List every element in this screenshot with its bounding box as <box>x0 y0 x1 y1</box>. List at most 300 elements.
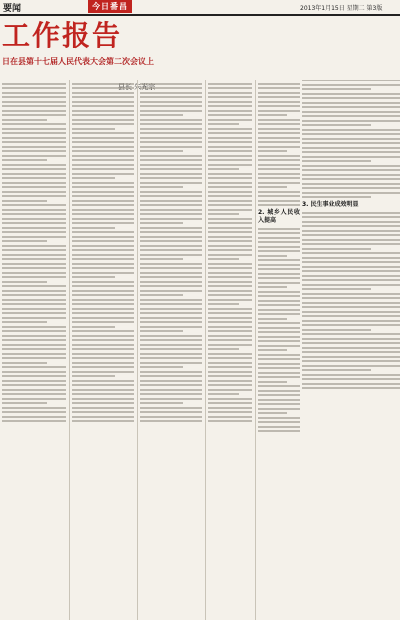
text-line <box>258 313 300 315</box>
text-line <box>140 416 202 418</box>
text-line <box>72 371 134 373</box>
text-line <box>140 384 202 386</box>
text-line <box>140 200 202 202</box>
text-line <box>2 114 66 116</box>
text-line <box>208 119 252 121</box>
text-line <box>140 164 202 166</box>
text-line <box>2 186 66 188</box>
text-line <box>2 402 47 404</box>
text-line <box>140 245 202 247</box>
text-line <box>208 168 239 170</box>
text-line <box>258 372 300 374</box>
text-line <box>2 254 66 256</box>
text-line <box>2 375 66 377</box>
text-line <box>140 267 202 269</box>
text-line <box>140 191 202 193</box>
text-line <box>258 282 300 284</box>
text-line <box>140 353 202 355</box>
text-line <box>208 123 239 125</box>
text-line <box>302 293 400 295</box>
text-line <box>208 411 252 413</box>
text-line <box>258 304 300 306</box>
text-line <box>302 133 400 135</box>
text-line <box>258 390 300 392</box>
text-line <box>258 322 300 324</box>
text-line <box>2 380 66 382</box>
text-line <box>258 327 300 329</box>
text-line <box>208 420 252 422</box>
text-line <box>258 273 300 275</box>
text-line <box>208 177 252 179</box>
text-line <box>302 239 400 241</box>
text-line <box>140 150 183 152</box>
text-line <box>72 110 134 112</box>
text-line <box>258 358 300 360</box>
issue-date: 2013年1月15日 星期二 第3版 <box>300 5 383 12</box>
text-line <box>302 192 400 194</box>
text-line <box>208 312 252 314</box>
text-line <box>72 348 134 350</box>
text-line <box>302 102 400 104</box>
text-line <box>302 156 400 158</box>
text-column-6 <box>302 80 400 620</box>
text-line <box>258 255 287 257</box>
text-line <box>258 186 287 188</box>
text-line <box>72 173 134 175</box>
text-line <box>302 315 400 317</box>
text-line <box>258 114 287 116</box>
text-line <box>208 263 252 265</box>
text-line <box>140 308 202 310</box>
text-line <box>72 339 134 341</box>
text-line <box>208 105 252 107</box>
text-line <box>2 191 66 193</box>
text-line <box>2 182 66 184</box>
text-line <box>302 111 400 113</box>
text-line <box>140 312 202 314</box>
text-line <box>208 339 252 341</box>
text-line <box>140 240 202 242</box>
text-line <box>140 407 202 409</box>
text-line <box>2 353 66 355</box>
text-line <box>258 204 300 206</box>
text-line <box>302 80 400 81</box>
text-line <box>140 218 202 220</box>
text-line <box>208 299 252 301</box>
text-line <box>140 303 202 305</box>
text-line <box>258 246 300 248</box>
text-line <box>2 128 66 130</box>
text-line <box>258 92 300 94</box>
text-line <box>140 155 202 157</box>
text-line <box>258 259 300 261</box>
text-line <box>302 351 400 353</box>
text-line <box>258 291 300 293</box>
text-line <box>72 164 134 166</box>
text-line <box>258 421 300 423</box>
text-line <box>258 426 300 428</box>
text-line <box>140 227 202 229</box>
text-line <box>258 250 300 252</box>
text-line <box>140 317 202 319</box>
text-line <box>302 142 400 144</box>
text-line <box>208 218 252 220</box>
text-line <box>72 290 134 292</box>
text-line <box>72 249 134 251</box>
text-line <box>140 335 202 337</box>
text-line <box>140 281 202 283</box>
text-line <box>2 177 66 179</box>
text-line <box>302 378 400 380</box>
text-line <box>72 366 134 368</box>
text-line <box>258 399 300 401</box>
text-line <box>2 312 66 314</box>
text-line <box>2 335 66 337</box>
text-line <box>140 222 183 224</box>
column-divider <box>137 80 138 620</box>
text-line <box>2 213 66 215</box>
text-line <box>258 141 300 143</box>
text-line <box>258 381 287 383</box>
text-line <box>72 267 134 269</box>
text-line <box>208 303 239 305</box>
text-line <box>208 398 252 400</box>
text-line <box>208 267 252 269</box>
text-line <box>140 186 183 188</box>
text-line <box>302 297 400 299</box>
text-line <box>72 141 134 143</box>
section-label: 要闻 <box>3 4 22 14</box>
text-line <box>302 151 400 153</box>
text-line <box>258 150 287 152</box>
text-line <box>140 380 202 382</box>
text-line <box>208 150 252 152</box>
text-line <box>140 285 202 287</box>
text-line <box>72 227 115 229</box>
section-heading: 2. 城乡人民收入提高 <box>258 209 300 224</box>
text-line <box>208 137 252 139</box>
text-line <box>302 106 400 108</box>
text-line <box>140 236 202 238</box>
text-line <box>2 303 66 305</box>
text-line <box>258 228 300 230</box>
text-line <box>258 376 300 378</box>
text-line <box>208 191 252 193</box>
text-line <box>2 290 66 292</box>
text-line <box>2 308 66 310</box>
text-line <box>140 366 183 368</box>
text-line <box>258 309 300 311</box>
text-line <box>2 137 66 139</box>
text-line <box>72 123 134 125</box>
text-line <box>302 270 400 272</box>
text-line <box>2 159 47 161</box>
text-line <box>2 83 66 85</box>
text-line <box>140 137 202 139</box>
text-line <box>208 245 252 247</box>
text-line <box>140 348 202 350</box>
text-line <box>302 365 400 367</box>
text-line <box>258 164 300 166</box>
text-line <box>2 173 66 175</box>
text-line <box>2 393 66 395</box>
text-line <box>72 119 134 121</box>
text-line <box>72 87 134 89</box>
text-line <box>208 222 252 224</box>
text-line <box>258 110 300 112</box>
text-line <box>208 83 252 85</box>
text-line <box>258 168 300 170</box>
text-line <box>302 324 400 326</box>
headline-subtitle: 日在县第十七届人民代表大会第二次会议上 <box>2 57 154 66</box>
text-line <box>258 241 300 243</box>
text-line <box>208 393 239 395</box>
text-line <box>302 147 400 149</box>
text-line <box>302 88 371 90</box>
text-line <box>140 411 202 413</box>
text-line <box>208 186 252 188</box>
text-line <box>302 342 400 344</box>
text-line <box>208 326 252 328</box>
text-line <box>2 384 66 386</box>
text-line <box>2 285 66 287</box>
text-line <box>140 159 202 161</box>
text-line <box>302 261 400 263</box>
text-line <box>302 221 400 223</box>
text-line <box>72 195 134 197</box>
text-line <box>72 353 134 355</box>
text-line <box>302 187 400 189</box>
text-line <box>258 128 300 130</box>
text-line <box>72 101 134 103</box>
text-line <box>208 308 252 310</box>
text-column-3 <box>140 80 202 620</box>
text-line <box>302 84 400 86</box>
text-line <box>140 294 183 296</box>
text-line <box>140 209 202 211</box>
text-line <box>302 234 400 236</box>
text-line <box>302 178 400 180</box>
text-line <box>140 195 202 197</box>
text-line <box>72 285 134 287</box>
text-line <box>258 173 300 175</box>
text-line <box>302 311 400 313</box>
text-line <box>302 115 400 117</box>
text-line <box>208 249 252 251</box>
text-line <box>72 128 115 130</box>
text-line <box>2 141 66 143</box>
text-line <box>302 165 400 167</box>
text-line <box>208 110 252 112</box>
text-line <box>140 231 202 233</box>
text-line <box>208 272 252 274</box>
text-line <box>140 339 202 341</box>
text-line <box>72 245 134 247</box>
text-line <box>258 408 300 410</box>
text-line <box>72 303 134 305</box>
text-line <box>140 119 202 121</box>
text-line <box>2 389 66 391</box>
text-line <box>2 357 66 359</box>
text-line <box>302 124 371 126</box>
text-line <box>140 177 202 179</box>
text-line <box>140 420 202 422</box>
text-line <box>302 183 400 185</box>
text-line <box>72 96 134 98</box>
text-line <box>208 101 252 103</box>
text-line <box>302 338 400 340</box>
text-line <box>208 321 252 323</box>
text-line <box>208 132 252 134</box>
text-line <box>208 353 252 355</box>
text-line <box>258 132 300 134</box>
text-line <box>72 155 134 157</box>
text-line <box>258 331 300 333</box>
section-heading: 3. 民生事业成效明显 <box>302 201 359 208</box>
text-line <box>72 146 134 148</box>
text-line <box>302 138 400 140</box>
text-line <box>208 371 252 373</box>
text-line <box>140 173 202 175</box>
text-line <box>302 257 400 259</box>
text-line <box>140 213 202 215</box>
text-column-1 <box>2 80 66 620</box>
text-line <box>208 330 252 332</box>
text-line <box>302 169 400 171</box>
text-line <box>2 227 66 229</box>
text-line <box>72 411 134 413</box>
text-line <box>140 123 202 125</box>
text-line <box>208 87 252 89</box>
text-line <box>140 375 202 377</box>
text-line <box>140 326 202 328</box>
text-line <box>302 374 400 376</box>
text-line <box>208 389 252 391</box>
text-line <box>302 160 371 162</box>
text-line <box>302 97 400 99</box>
text-line <box>258 336 300 338</box>
text-line <box>140 290 202 292</box>
text-line <box>72 326 115 328</box>
text-line <box>208 348 239 350</box>
text-line <box>140 344 202 346</box>
text-line <box>72 420 134 422</box>
text-line <box>72 222 134 224</box>
text-line <box>2 416 66 418</box>
text-line <box>140 321 202 323</box>
text-line <box>72 375 115 377</box>
text-line <box>302 279 400 281</box>
text-line <box>2 209 66 211</box>
text-line <box>140 299 202 301</box>
text-line <box>72 389 134 391</box>
text-line <box>2 249 66 251</box>
text-line <box>72 137 134 139</box>
text-line <box>2 263 66 265</box>
text-line <box>2 276 66 278</box>
text-line <box>140 105 202 107</box>
text-line <box>140 132 202 134</box>
text-line <box>208 92 252 94</box>
text-line <box>2 411 66 413</box>
text-line <box>140 128 202 130</box>
text-line <box>208 227 252 229</box>
text-line <box>2 420 66 422</box>
text-line <box>208 281 252 283</box>
text-line <box>302 266 400 268</box>
text-line <box>302 302 400 304</box>
text-line <box>140 83 202 85</box>
text-line <box>302 93 400 95</box>
text-line <box>302 356 400 358</box>
text-line <box>258 119 300 121</box>
text-line <box>140 330 183 332</box>
text-line <box>2 371 66 373</box>
text-line <box>2 87 66 89</box>
column-divider <box>205 80 206 620</box>
text-line <box>208 195 252 197</box>
text-line <box>208 209 252 211</box>
text-line <box>258 268 300 270</box>
text-line <box>72 258 134 260</box>
text-line <box>208 96 252 98</box>
text-line <box>302 248 371 250</box>
text-line <box>72 218 134 220</box>
headline-block <box>0 18 400 74</box>
text-line <box>2 398 66 400</box>
text-line <box>140 92 202 94</box>
text-line <box>302 225 400 227</box>
text-line <box>208 114 252 116</box>
text-column-2 <box>72 80 134 620</box>
text-line <box>72 276 115 278</box>
text-line <box>208 159 252 161</box>
text-line <box>72 204 134 206</box>
text-line <box>72 335 134 337</box>
text-line <box>208 236 252 238</box>
text-line <box>2 200 47 202</box>
text-line <box>140 141 202 143</box>
text-line <box>302 333 400 335</box>
text-line <box>302 212 400 214</box>
text-line <box>140 204 202 206</box>
text-line <box>258 295 300 297</box>
text-line <box>72 407 134 409</box>
text-line <box>302 230 400 232</box>
text-line <box>258 277 300 279</box>
text-line <box>72 380 134 382</box>
text-line <box>258 403 300 405</box>
text-line <box>208 182 252 184</box>
text-line <box>140 114 183 116</box>
text-line <box>72 312 134 314</box>
text-line <box>258 318 287 320</box>
text-line <box>208 416 252 418</box>
text-line <box>258 345 300 347</box>
text-column-5 <box>258 80 300 620</box>
text-line <box>258 286 287 288</box>
column-divider <box>69 80 70 620</box>
text-line <box>2 317 66 319</box>
text-line <box>2 344 66 346</box>
text-line <box>72 317 134 319</box>
text-line <box>208 276 252 278</box>
text-line <box>208 213 239 215</box>
text-line <box>72 299 134 301</box>
text-line <box>208 362 252 364</box>
text-line <box>2 150 66 152</box>
text-line <box>208 254 252 256</box>
